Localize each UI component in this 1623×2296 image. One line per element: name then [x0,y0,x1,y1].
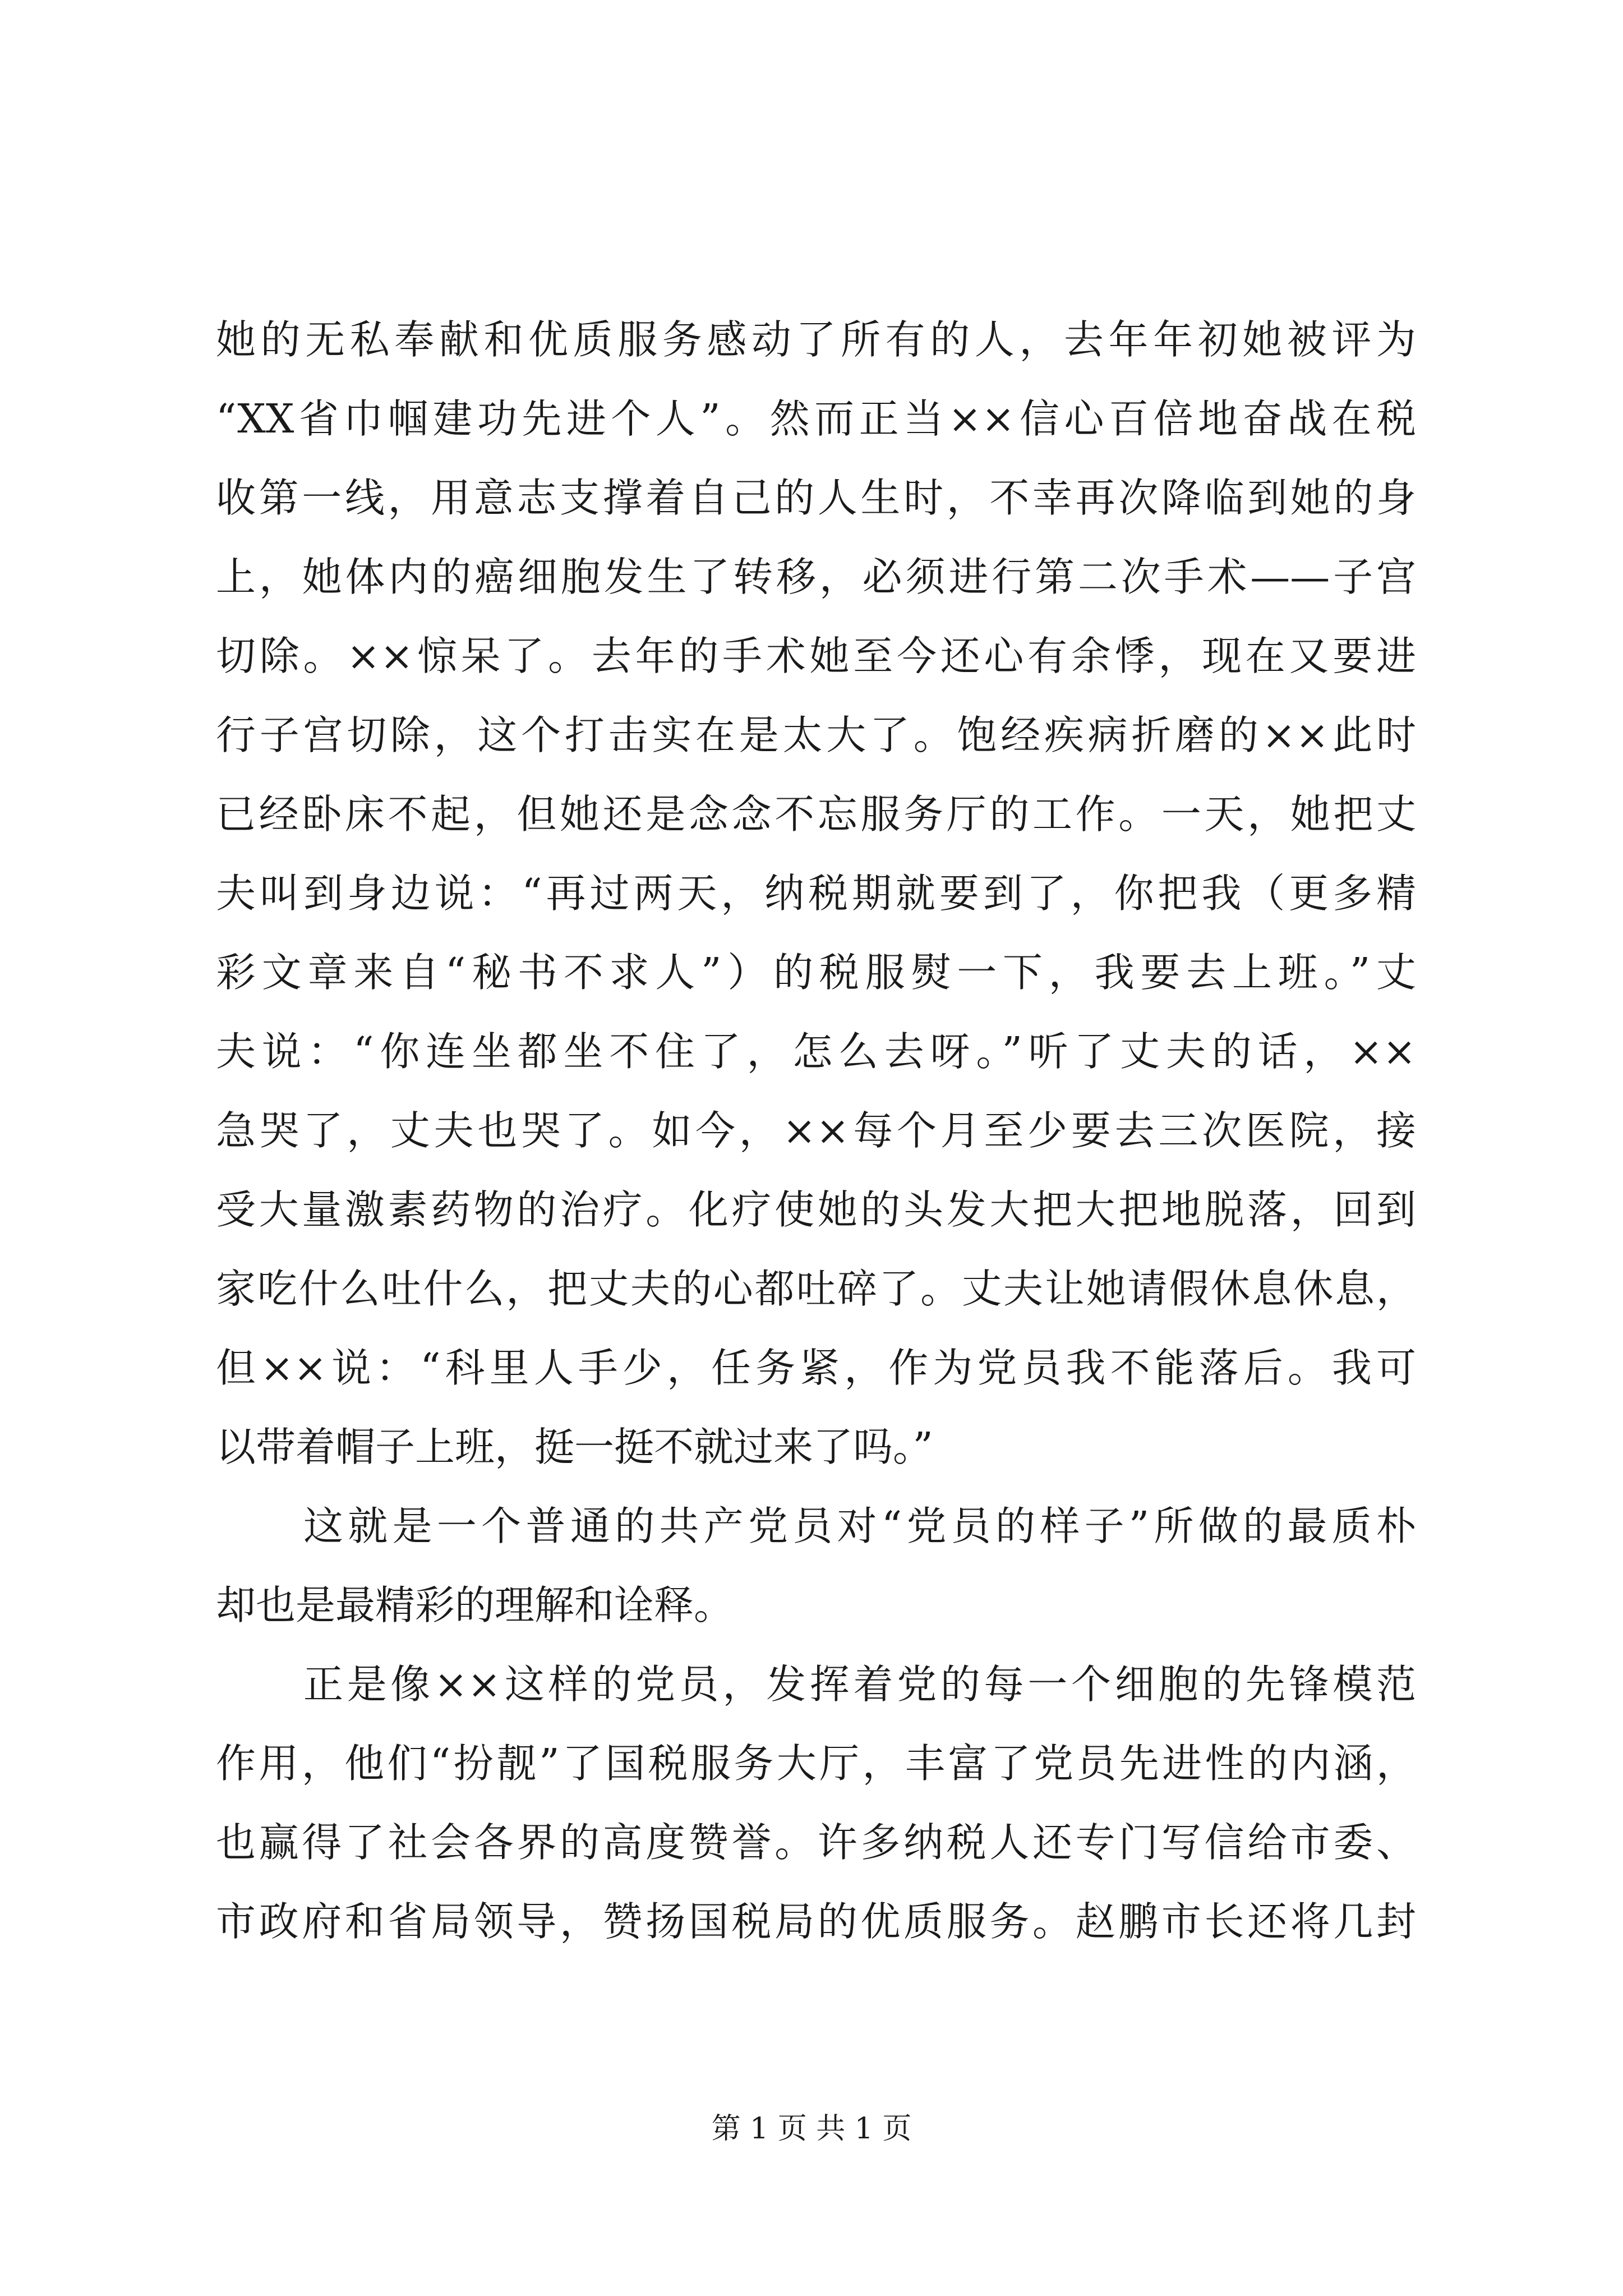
text-line: “XX省巾帼建功先进个人”。然而正当××信心百倍地奋战在税 [216,395,1416,442]
text-line: 以带着帽子上班，挺一挺不就过来了吗。” [216,1424,933,1470]
text-line: 她的无私奉献和优质服务感动了所有的人，去年年初她被评为 [216,316,1416,363]
text-line: 上，她体内的癌细胞发生了转移，必须进行第二次手术——子宫 [216,554,1416,600]
text-line: 夫叫到身边说：“再过两天，纳税期就要到了，你把我（更多精 [216,870,1416,917]
text-line: 作用，他们“扮靓”了国税服务大厅，丰富了党员先进性的内涵， [216,1740,1416,1787]
text-line: 夫说：“你连坐都坐不住了，怎么去呀。”听了丈夫的话，×× [216,1028,1416,1075]
text-line: 行子宫切除，这个打击实在是太大了。饱经疾病折磨的××此时 [216,712,1416,758]
text-line: 但××说：“科里人手少，任务紧，作为党员我不能落后。我可 [216,1345,1416,1391]
text-line: 家吃什么吐什么，把丈夫的心都吐碎了。丈夫让她请假休息休息， [216,1266,1416,1312]
text-line: 这就是一个普通的共产党员对“党员的样子”所做的最质朴 [303,1503,1416,1549]
text-line: 受大量激素药物的治疗。化疗使她的头发大把大把地脱落，回到 [216,1186,1416,1233]
text-line: 急哭了，丈夫也哭了。如今，××每个月至少要去三次医院，接 [216,1107,1416,1154]
text-line: 彩文章来自“秘书不求人”）的税服熨一下，我要去上班。”丈 [216,949,1416,996]
page-footer: 第 1 页 共 1 页 [711,2112,912,2146]
text-line: 收第一线，用意志支撑着自己的人生时，不幸再次降临到她的身 [216,475,1416,521]
text-line: 已经卧床不起，但她还是念念不忘服务厅的工作。一天，她把丈 [216,791,1416,838]
text-line: 正是像××这样的党员，发挥着党的每一个细胞的先锋模范 [303,1661,1416,1708]
text-line: 也赢得了社会各界的高度赞誉。许多纳税人还专门写信给市委、 [216,1819,1416,1866]
text-line: 切除。××惊呆了。去年的手术她至今还心有余悸，现在又要进 [216,633,1416,679]
text-line: 市政府和省局领导，赞扬国税局的优质服务。赵鹏市长还将几封 [216,1898,1416,1945]
body-text [216,300,1416,1961]
text-line: 却也是最精彩的理解和诠释。 [216,1582,734,1628]
